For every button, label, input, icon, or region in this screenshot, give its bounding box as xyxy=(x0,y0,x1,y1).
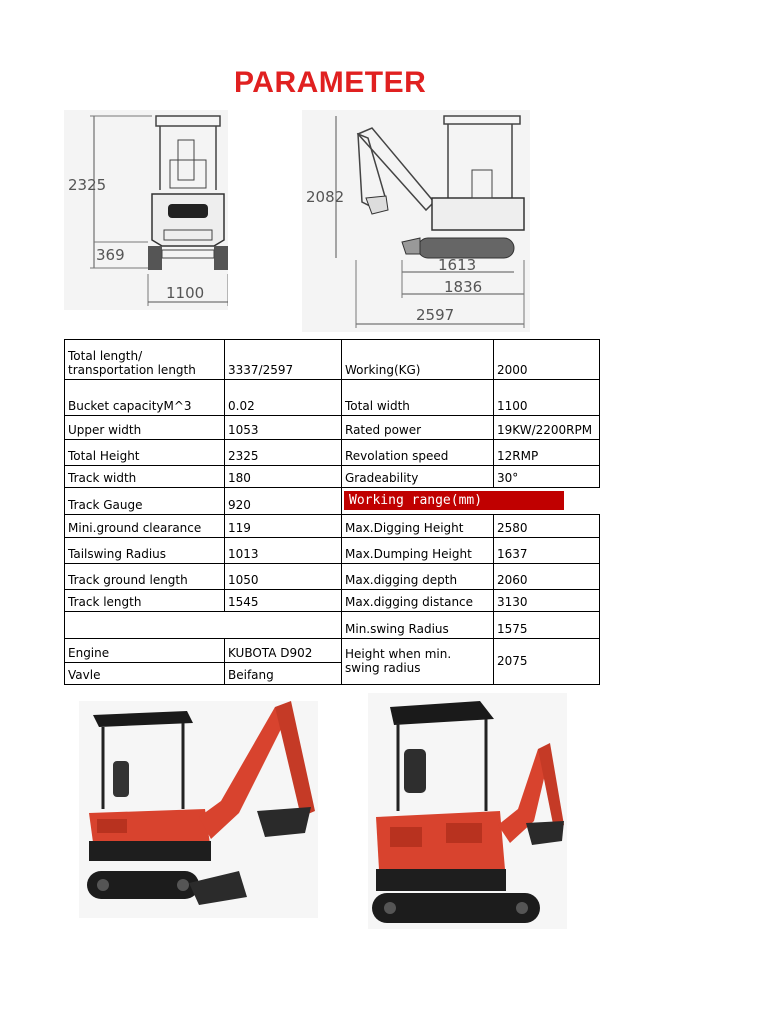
side-view-drawing xyxy=(302,110,530,332)
spec-value: 1053 xyxy=(225,416,342,440)
spec-value: 0.02 xyxy=(225,380,342,416)
spec-label: Max.Dumping Height xyxy=(342,538,494,564)
spec-label: Track ground length xyxy=(65,564,225,590)
table-row xyxy=(65,488,600,515)
spec-value: Beifang xyxy=(225,663,342,685)
table-row xyxy=(65,564,600,590)
table-row xyxy=(65,340,600,380)
table-row xyxy=(65,380,600,416)
table-row xyxy=(65,515,600,538)
spec-value: 3130 xyxy=(494,590,600,612)
side-overall-dim: 2597 xyxy=(416,306,455,324)
excavator-photo-left xyxy=(79,701,318,918)
spec-value: 2060 xyxy=(494,564,600,590)
spec-table xyxy=(64,339,600,685)
spec-label: Tailswing Radius xyxy=(65,538,225,564)
spec-value: 2580 xyxy=(494,515,600,538)
spec-value: 2325 xyxy=(225,440,342,466)
spec-label: Total length/ transportation length xyxy=(65,340,225,380)
table-row xyxy=(65,538,600,564)
spec-value: 1545 xyxy=(225,590,342,612)
table-row xyxy=(65,416,600,440)
spec-label: Max.Digging Height xyxy=(342,515,494,538)
spec-value: 1575 xyxy=(494,612,600,639)
front-clearance-dim: 369 xyxy=(96,246,125,264)
spec-value: 2000 xyxy=(494,340,600,380)
spec-label: Bucket capacityM^3 xyxy=(65,380,225,416)
spec-value: 1100 xyxy=(494,380,600,416)
table-row xyxy=(65,466,600,488)
spec-value: 3337/2597 xyxy=(225,340,342,380)
spec-value: 30° xyxy=(494,466,600,488)
side-height-dim: 2082 xyxy=(306,188,345,206)
spec-label: Mini.ground clearance xyxy=(65,515,225,538)
spec-label: Revolation speed xyxy=(342,440,494,466)
spec-value: 1013 xyxy=(225,538,342,564)
spec-value: 19KW/2200RPM xyxy=(494,416,600,440)
spec-label: Max.digging distance xyxy=(342,590,494,612)
spec-label: Vavle xyxy=(65,663,225,685)
spec-value: 1050 xyxy=(225,564,342,590)
spec-label: Rated power xyxy=(342,416,494,440)
spec-label: Track Gauge xyxy=(65,488,225,515)
front-width-dim: 1100 xyxy=(166,284,205,302)
spec-label: Engine xyxy=(65,639,225,663)
side-body-dim: 1836 xyxy=(444,278,483,296)
spec-label: Min.swing Radius xyxy=(342,612,494,639)
table-row xyxy=(65,639,600,663)
spec-label: Track width xyxy=(65,466,225,488)
front-view-drawing xyxy=(64,110,228,310)
spec-value: 12RMP xyxy=(494,440,600,466)
table-row xyxy=(65,612,600,639)
working-range-banner: Working range(mm) xyxy=(344,491,564,510)
spec-label: Max.digging depth xyxy=(342,564,494,590)
spec-label: Total Height xyxy=(65,440,225,466)
spec-label: Height when min. swing radius xyxy=(342,639,494,685)
spec-label: Track length xyxy=(65,590,225,612)
spec-value: 119 xyxy=(225,515,342,538)
page-title: PARAMETER xyxy=(234,66,427,99)
excavator-photo-right xyxy=(368,693,567,929)
front-height-dim: 2325 xyxy=(68,176,107,194)
spec-value: 1637 xyxy=(494,538,600,564)
side-track-dim: 1613 xyxy=(438,256,477,274)
spec-value: 180 xyxy=(225,466,342,488)
table-row xyxy=(65,440,600,466)
spec-value: 2075 xyxy=(494,639,600,685)
table-row xyxy=(65,590,600,612)
spec-label: Working(KG) xyxy=(342,340,494,380)
spec-label: Total width xyxy=(342,380,494,416)
spec-value: 920 xyxy=(225,488,342,515)
spec-label: Gradeability xyxy=(342,466,494,488)
spec-label: Upper width xyxy=(65,416,225,440)
spec-value: KUBOTA D902 xyxy=(225,639,342,663)
